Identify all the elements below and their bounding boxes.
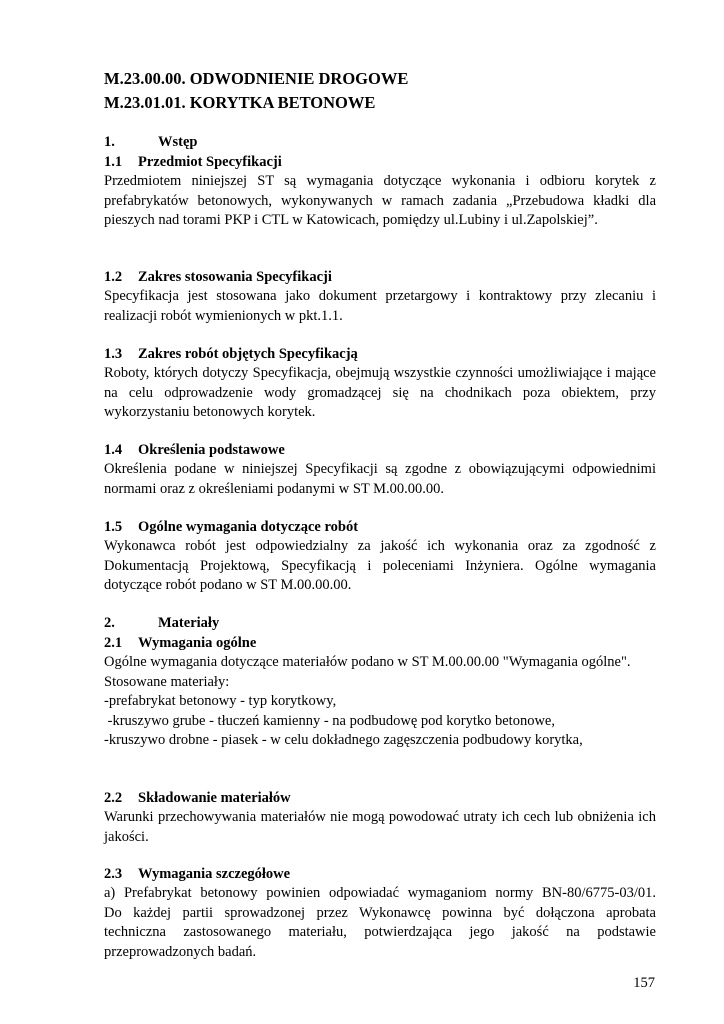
section-heading-1-4 — [104, 441, 285, 460]
text-line: jakości. — [104, 828, 149, 845]
paragraph-1-3 — [104, 364, 656, 423]
section-heading-2-3 — [104, 865, 290, 884]
section-title: Materiały — [158, 615, 220, 631]
section-number: 1.3 — [104, 346, 123, 362]
text-line: Przedmiotem niniejszej ST są wymagania dotyczące wykonania i odbioru korytek z — [104, 173, 656, 189]
section-heading-2-1 — [104, 634, 256, 653]
text-line: na celu odprowadzenie wody gromadzącej się na chodnikach poza obiektem, przy — [104, 384, 656, 401]
page-number: 157 — [633, 975, 655, 991]
text-line: techniczna zastosowanego materiału, potwierdzająca jego jakość na podstawie — [104, 924, 656, 941]
paragraph-2-3 — [104, 884, 656, 962]
section-heading-2 — [104, 614, 219, 633]
section-number: 2.3 — [104, 866, 123, 882]
paragraph-1-5 — [104, 537, 656, 596]
text-line: Warunki przechowywania materiałów nie mogą powodować utraty ich cech lub obniżenia ich — [104, 809, 656, 825]
section-title: Ogólne wymagania dotyczące robót — [138, 519, 359, 535]
text-line: Określenia podane w niniejszej Specyfikacji są zgodne z obowiązującymi odpowiednimi — [104, 461, 656, 477]
section-title: Składowanie materiałów — [138, 790, 291, 806]
text-line: pieszych nad torami PKP i CTL w Katowicach, pomiędzy ul.Lubiny i ul.Zapolskiej”. — [104, 212, 598, 229]
section-heading-1-5 — [104, 518, 358, 537]
text-line: Ogólne wymagania dotyczące materiałów podano w ST M.00.00.00 "Wymagania ogólne". — [104, 654, 631, 670]
text-line: dotyczące robót podano w ST M.00.00.00. — [104, 577, 352, 594]
section-title: Wstęp — [158, 134, 198, 150]
text-line: Do każdej partii sprowadzonej przez Wykonawcę powinna być dołączona aprobata — [104, 904, 656, 921]
text-line: Wykonawca robót jest odpowiedzialny za jakość ich wykonania oraz za zgodność z — [104, 538, 656, 554]
section-number: 1.1 — [104, 154, 123, 170]
section-heading-1-1 — [104, 153, 282, 172]
section-title: Wymagania ogólne — [138, 635, 257, 651]
spec-title-sub: M.23.01.01. KORYTKA BETONOWE — [104, 93, 376, 112]
list-item: -prefabrykat betonowy - typ korytkowy, — [104, 693, 337, 710]
section-number: 1. — [104, 134, 115, 150]
text-line: przeprowadzonych badań. — [104, 943, 257, 960]
section-heading-2-2 — [104, 789, 291, 808]
section-number: 2. — [104, 615, 115, 631]
spec-title-main: M.23.00.00. ODWODNIENIE DROGOWE — [104, 69, 409, 88]
text-line: wykorzystaniu betonowych korytek. — [104, 404, 316, 421]
text-line: a) Prefabrykat betonowy powinien odpowiadać wymaganiom normy BN-80/6775-03/01. — [104, 885, 656, 901]
section-heading-1-2 — [104, 268, 332, 287]
list-item: -kruszywo drobne - piasek - w celu dokładnego zagęszczenia podbudowy korytka, — [104, 732, 583, 749]
section-title: Określenia podstawowe — [138, 442, 285, 458]
text-line: Specyfikacja jest stosowana jako dokument przetargowy i kontraktowy przy zlecaniu i — [104, 288, 656, 304]
paragraph-2-2 — [104, 808, 656, 847]
text-line: realizacji robót wymienionych w pkt.1.1. — [104, 307, 343, 324]
text-line: normami oraz z określeniami podanymi w ST M.00.00.00. — [104, 480, 445, 497]
section-number: 2.1 — [104, 635, 123, 651]
paragraph-1-4 — [104, 460, 656, 499]
section-title: Zakres stosowania Specyfikacji — [138, 269, 332, 285]
section-number: 1.2 — [104, 269, 123, 285]
section-heading-1 — [104, 133, 197, 152]
section-number: 1.4 — [104, 442, 123, 458]
section-title: Wymagania szczegółowe — [138, 866, 291, 882]
paragraph-1-1 — [104, 172, 656, 231]
text-line: Dokumentacją Projektową, Specyfikacją i poleceniami Inżyniera. Ogólne wymagania — [104, 557, 656, 574]
text-line: Roboty, których dotyczy Specyfikacja, obejmują wszystkie czynności umożliwiające i mające — [104, 365, 656, 381]
paragraph-2-1 — [104, 653, 656, 751]
section-title: Zakres robót objętych Specyfikacją — [138, 346, 358, 362]
section-heading-1-3 — [104, 345, 358, 364]
text-line: prefabrykatów betonowych, wykonywanych w ramach zadania „Przebudowa kładki dla — [104, 192, 656, 209]
list-item: -kruszywo grube - tłuczeń kamienny - na podbudowę pod korytko betonowe, — [104, 712, 555, 729]
section-number: 2.2 — [104, 790, 123, 806]
section-number: 1.5 — [104, 519, 123, 535]
section-title: Przedmiot Specyfikacji — [138, 154, 282, 170]
text-line: Stosowane materiały: — [104, 673, 230, 690]
paragraph-1-2 — [104, 287, 656, 326]
